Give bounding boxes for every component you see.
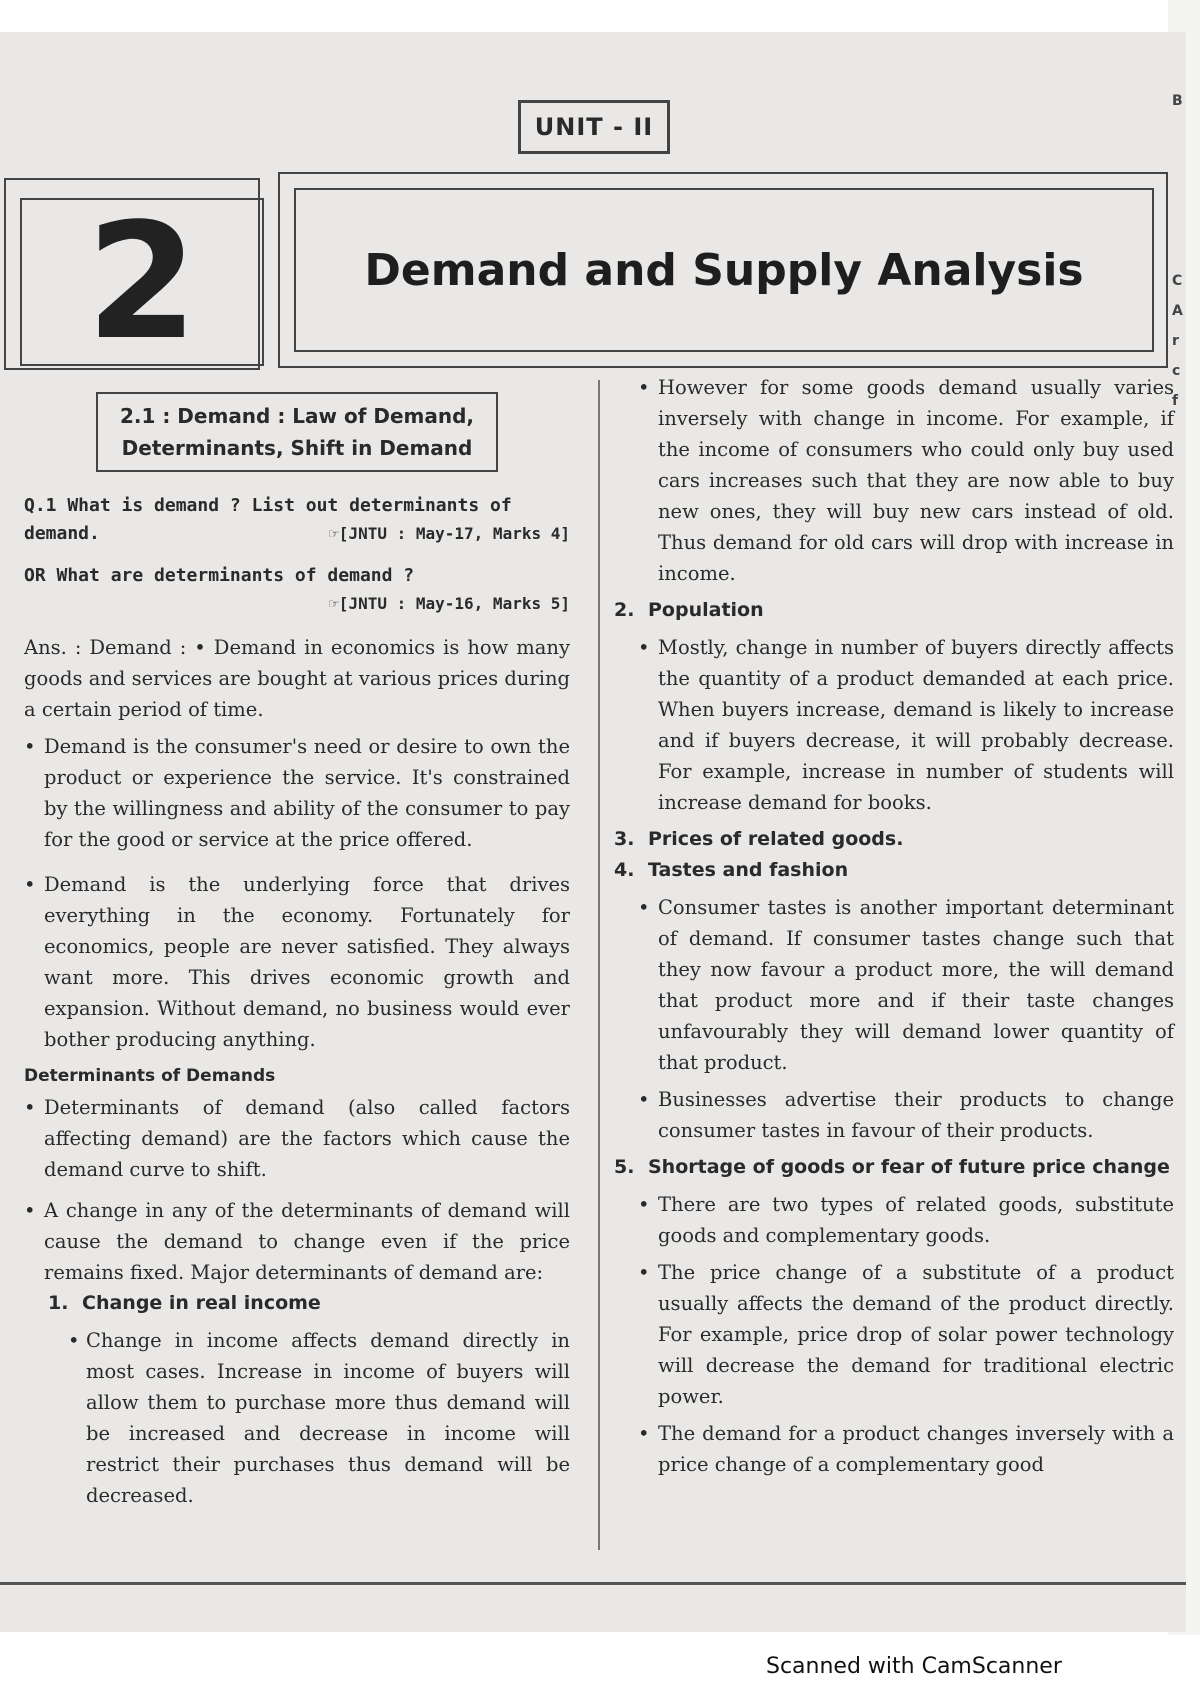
- item-label: Prices of related goods.: [648, 828, 904, 850]
- chapter-title-box: [294, 188, 1154, 352]
- list-item-text: Consumer tastes is another important determinant of demand. If consumer tastes change such that they now favour a product more, the will demand that product more and if their taste changes unfavourably they will demand lower quantity of that product.: [658, 896, 1174, 1074]
- list-item: • Demand is the underlying force that drives everything in the economy. Fortunately for economics, people are never satisfied. They always want more. This drives economic growth and expansion. Without demand, no business would ever bother producing anything.: [24, 873, 570, 1051]
- list-item: • Determinants of demand (also called factors affecting demand) are the factors which cause the demand curve to shift.: [24, 1096, 570, 1181]
- section-heading: [96, 392, 498, 472]
- determinants-heading: Determinants of Demands: [24, 1066, 276, 1086]
- list-item-text: However for some goods demand usually varies inversely with change in income. For example, if the income of consumers who could only buy used cars increases such that they are now able to buy new ones, they will buy new cars instead of old. Thus demand for old cars will drop with increase in income.: [658, 376, 1174, 585]
- list-item: • The demand for a product changes inversely with a price change of a complementary good: [638, 1422, 1174, 1476]
- question-block: [24, 492, 570, 618]
- edge-letter: f: [1172, 393, 1179, 409]
- item-number: 5.: [614, 1156, 635, 1178]
- list-item: • Demand is the consumer's need or desire to own the product or experience the service. It's constrained by the willingness and ability of the consumer to pay for the good or service at the price offered.: [24, 735, 570, 851]
- list-item-text: Change in income affects demand directly in most cases. Increase in income of buyers will allow them to purchase more thus demand will be increased and decrease in income will restrict their purchases thus demand will be decreased.: [86, 1329, 570, 1507]
- item-label: Population: [648, 599, 764, 621]
- list-item-text: The demand for a product changes inversely with a price change of a complementary good: [658, 1422, 1174, 1476]
- section-heading-line2: Determinants, Shift in Demand: [121, 436, 473, 460]
- bottom-rule: [0, 1582, 1186, 1585]
- numbered-item: [614, 1152, 1174, 1183]
- list-item: • Consumer tastes is another important determinant of demand. If consumer tastes change such that they now favour a product more, the will demand that product more and if their taste changes unfavourably they will demand lower quantity of that product.: [638, 896, 1174, 1074]
- item-number: 3.: [614, 828, 635, 850]
- question-or: OR What are determinants of demand ?: [24, 565, 415, 586]
- numbered-item: [24, 1288, 570, 1319]
- section-heading-line1: 2.1 : Demand : Law of Demand,: [119, 404, 475, 428]
- list-item: • A change in any of the determinants of demand will cause the demand to change even if the price remains fixed. Major determinants of demand are:: [24, 1199, 570, 1284]
- list-item-text: Demand is the underlying force that drives everything in the economy. Fortunately for economics, people are never satisfied. They always want more. This drives economic growth and expansion. Without demand, no business would ever bother producing anything.: [44, 873, 570, 1051]
- list-item: • The price change of a substitute of a product usually affects the demand of the product directly. For example, price drop of solar power technology will decrease the demand for traditional electric power.: [638, 1261, 1174, 1408]
- item-label: Shortage of goods or fear of future price change: [648, 1156, 1170, 1178]
- list-item: • There are two types of related goods, substitute goods and complementary goods.: [638, 1193, 1174, 1247]
- column-divider: [598, 380, 600, 1550]
- edge-letter: c: [1172, 363, 1181, 379]
- scanner-watermark: Scanned with CamScanner: [766, 1654, 1062, 1679]
- item-number: 2.: [614, 599, 635, 621]
- numbered-item: [614, 595, 1174, 626]
- list-item-text: A change in any of the determinants of demand will cause the demand to change even if the price remains fixed. Major determinants of demand are:: [44, 1199, 570, 1284]
- list-item-text: Businesses advertise their products to change consumer tastes in favour of their products.: [658, 1088, 1174, 1142]
- question-text: Q.1 What is demand ? List out determinants of: [24, 495, 512, 516]
- list-item-text: Mostly, change in number of buyers directly affects the quantity of a product demanded at each price. When buyers increase, demand is likely to increase and if buyers decrease, it will probably decrease. For example, increase in number of students will increase demand for books.: [658, 636, 1174, 814]
- chapter-number: 2: [20, 198, 264, 366]
- left-column: [24, 392, 570, 1511]
- unit-label: UNIT - II: [518, 100, 670, 154]
- list-item-text: Determinants of demand (also called factors affecting demand) are the factors which cause the demand curve to shift.: [44, 1096, 570, 1181]
- list-item-text: Demand is the consumer's need or desire to own the product or experience the service. It's constrained by the willingness and ability of the consumer to pay for the good or service at the price offered.: [44, 735, 570, 851]
- question-ref: ☞[JNTU : May-17, Marks 4]: [329, 524, 570, 543]
- numbered-item: [614, 855, 1174, 886]
- item-label: Tastes and fashion: [648, 859, 849, 881]
- question-text-cont: demand.: [24, 523, 100, 544]
- list-item: • Mostly, change in number of buyers directly affects the quantity of a product demanded at each price. When buyers increase, demand is likely to increase and if buyers decrease, it will probably decrease. For example, increase in number of students will increase demand for books.: [638, 636, 1174, 814]
- numbered-item: [614, 824, 1174, 855]
- edge-letter: B: [1172, 93, 1183, 109]
- answer-paragraph: Ans. : Demand : • Demand in economics is how many goods and services are bought at various prices during a certain period of time.: [24, 636, 570, 721]
- chapter-title: Demand and Supply Analysis: [364, 244, 1084, 296]
- right-column: [614, 372, 1174, 1480]
- list-item: • Change in income affects demand directly in most cases. Increase in income of buyers will allow them to purchase more thus demand will be increased and decrease in income will restrict their purchases thus demand will be decreased.: [68, 1329, 570, 1507]
- item-label: Change in real income: [82, 1292, 321, 1314]
- item-number: 1.: [48, 1292, 69, 1314]
- item-number: 4.: [614, 859, 635, 881]
- list-item: • Businesses advertise their products to change consumer tastes in favour of their products.: [638, 1088, 1174, 1142]
- list-item-text: The price change of a substitute of a product usually affects the demand of the product directly. For example, price drop of solar power technology will decrease the demand for traditional electric power.: [658, 1261, 1174, 1408]
- question-or-ref: ☞[JNTU : May-16, Marks 5]: [329, 594, 570, 613]
- list-item-text: There are two types of related goods, substitute goods and complementary goods.: [658, 1193, 1174, 1247]
- list-item: • However for some goods demand usually varies inversely with change in income. For example, if the income of consumers who could only buy used cars increases such that they are now able to buy new ones, they will buy new cars instead of old. Thus demand for old cars will drop with increase in income.: [638, 376, 1174, 585]
- edge-letter: r: [1172, 333, 1179, 349]
- edge-letters: [1172, 86, 1196, 416]
- edge-letter: C: [1172, 273, 1183, 289]
- edge-letter: A: [1172, 303, 1183, 319]
